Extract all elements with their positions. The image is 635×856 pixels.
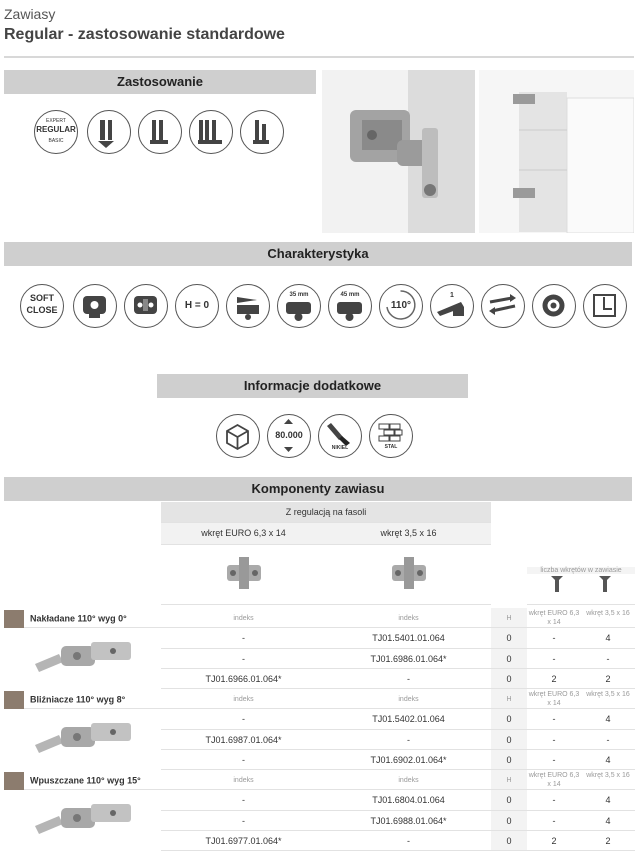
angle-text: 110° — [390, 300, 412, 311]
plate-35-image — [326, 544, 491, 604]
screw-35-count: 4 — [581, 750, 635, 770]
screw-euro-count: - — [527, 649, 581, 669]
indeks-label: indeks — [161, 770, 326, 790]
section-label — [4, 770, 161, 790]
screw-euro-count: - — [527, 628, 581, 648]
screw-35-count: 2 — [581, 669, 635, 689]
box-packaging-icon — [216, 414, 260, 458]
plate-euro-image — [161, 544, 326, 604]
code-euro: TJ01.6987.01.064* — [161, 730, 326, 750]
stal-text: STAL — [384, 444, 398, 450]
screw-icons — [531, 574, 631, 594]
components-table — [4, 502, 635, 605]
hinge-image — [29, 794, 139, 846]
section-label — [4, 689, 161, 709]
code-35: - — [326, 669, 491, 689]
screw-35-count: - — [581, 649, 635, 669]
indeks-label: indeks — [161, 689, 326, 709]
screw-euro-sublabel: wkręt EURO 6,3 x 14 — [527, 608, 581, 628]
plate-screw-icon — [124, 284, 168, 328]
cycles-icon — [267, 414, 311, 458]
code-euro: - — [161, 790, 326, 810]
code-35: TJ01.6902.01.064* — [326, 750, 491, 770]
col-euro-header: wkręt EURO 6,3 x 14 — [161, 522, 326, 544]
h-label: H — [491, 689, 527, 709]
screw-35-count: 2 — [581, 831, 635, 851]
code-euro: - — [161, 750, 326, 770]
code-euro: TJ01.6977.01.064* — [161, 831, 326, 851]
section-name: Nakładane 110° wyg 0° — [30, 613, 127, 624]
screw-35-count: - — [581, 730, 635, 750]
page-title: Regular - zastosowanie standardowe — [4, 26, 285, 43]
screw-depth-icon — [226, 284, 270, 328]
category-label: Zawiasy — [4, 6, 56, 22]
screw-35-sublabel: wkręt 3,5 x 16 — [581, 608, 635, 628]
group-header: Z regulacją na fasoli — [161, 502, 491, 522]
screw-35-count: 4 — [581, 811, 635, 831]
mm35-text: 35 mm — [289, 292, 309, 298]
screw-35-count: 4 — [581, 628, 635, 648]
mm45-text: 45 mm — [340, 292, 360, 298]
angle-110-icon — [379, 284, 423, 328]
section-name: Wpuszczane 110° wyg 15° — [30, 775, 141, 786]
screw-euro-count: - — [527, 811, 581, 831]
indeks-label: indeks — [326, 608, 491, 628]
code-euro: - — [161, 628, 326, 648]
informacje-bar: Informacje dodatkowe — [157, 374, 468, 398]
col-35-header: wkręt 3,5 x 16 — [326, 522, 491, 544]
h-value: 0 — [491, 790, 527, 810]
code-35: TJ01.6804.01.064 — [326, 790, 491, 810]
indeks-label: indeks — [326, 689, 491, 709]
screw-35-sublabel: wkręt 3,5 x 16 — [581, 689, 635, 709]
cup-35mm-icon — [277, 284, 321, 328]
code-euro: - — [161, 709, 326, 729]
h-value: 0 — [491, 811, 527, 831]
screw-35-count: 4 — [581, 709, 635, 729]
code-35: - — [326, 730, 491, 750]
code-euro: - — [161, 811, 326, 831]
screw-euro-count: - — [527, 790, 581, 810]
close-text: CLOSE — [26, 305, 58, 315]
cabinet-photo — [479, 70, 634, 233]
badge-top-text: EXPERT — [46, 118, 66, 124]
section-color-square — [4, 772, 24, 790]
nikiel-text: NIKIEL — [331, 445, 349, 451]
screw-35-count: 4 — [581, 790, 635, 810]
screw-euro-count: - — [527, 730, 581, 750]
cycles-text: 80.000 — [275, 430, 303, 440]
zastosowanie-bar: Zastosowanie — [4, 70, 316, 94]
h-label: H — [491, 608, 527, 628]
hinge-image — [29, 632, 139, 684]
charakterystyka-bar: Charakterystyka — [4, 242, 632, 266]
steel-bricks-icon — [369, 414, 413, 458]
section-label — [4, 608, 161, 628]
cam-adjust-icon — [532, 284, 576, 328]
screw-euro-sublabel: wkręt EURO 6,3 x 14 — [527, 689, 581, 709]
door-arm-icon — [430, 284, 474, 328]
soft-text: SOFT — [30, 293, 54, 303]
code-35: - — [326, 831, 491, 851]
one-text: 1 — [450, 292, 454, 299]
code-35: TJ01.6988.01.064* — [326, 811, 491, 831]
hinge-half-icon — [240, 110, 284, 154]
komponenty-bar: Komponenty zawiasu — [4, 477, 632, 501]
hinge-image — [29, 713, 139, 765]
screw-euro-count: - — [527, 750, 581, 770]
screws-count-label: liczba wkrętów w zawiasie — [527, 567, 635, 574]
screw-euro-sublabel: wkręt EURO 6,3 x 14 — [527, 770, 581, 790]
section-color-square — [4, 610, 24, 628]
h-value: 0 — [491, 669, 527, 689]
h-zero-text: H = 0 — [184, 300, 210, 311]
screw-35-sublabel: wkręt 3,5 x 16 — [581, 770, 635, 790]
screw-euro-count: 2 — [527, 831, 581, 851]
code-35: TJ01.5401.01.064 — [326, 628, 491, 648]
code-35: TJ01.6986.01.064* — [326, 649, 491, 669]
h-value: 0 — [491, 750, 527, 770]
section-name: Bliźniacze 110° wyg 8° — [30, 694, 126, 705]
section-color-square — [4, 691, 24, 709]
indeks-label: indeks — [326, 770, 491, 790]
clip-adjust-icon — [73, 284, 117, 328]
code-35: TJ01.5402.01.064 — [326, 709, 491, 729]
mounting-plate-icon — [583, 284, 627, 328]
depth-adjust-icon — [481, 284, 525, 328]
h-zero-icon — [175, 284, 219, 328]
badge-main-text: REGULAR — [36, 125, 76, 134]
soft-close-icon — [20, 284, 64, 328]
header-divider — [4, 56, 634, 58]
h-value: 0 — [491, 709, 527, 729]
h-value: 0 — [491, 649, 527, 669]
h-value: 0 — [491, 628, 527, 648]
screw-euro-count: 2 — [527, 669, 581, 689]
cup-45mm-icon — [328, 284, 372, 328]
hinge-twin-icon — [189, 110, 233, 154]
badge-bottom-text: BASIC — [48, 138, 64, 144]
hinge-inset-icon — [138, 110, 182, 154]
h-value: 0 — [491, 730, 527, 750]
regular-badge-icon — [34, 110, 78, 154]
h-value: 0 — [491, 831, 527, 851]
h-label: H — [491, 770, 527, 790]
indeks-label: indeks — [161, 608, 326, 628]
hinge-overlay-icon — [87, 110, 131, 154]
code-euro: - — [161, 649, 326, 669]
hinge-photo-closeup — [322, 70, 475, 233]
code-euro: TJ01.6966.01.064* — [161, 669, 326, 689]
nickel-brush-icon — [318, 414, 362, 458]
screw-euro-count: - — [527, 709, 581, 729]
